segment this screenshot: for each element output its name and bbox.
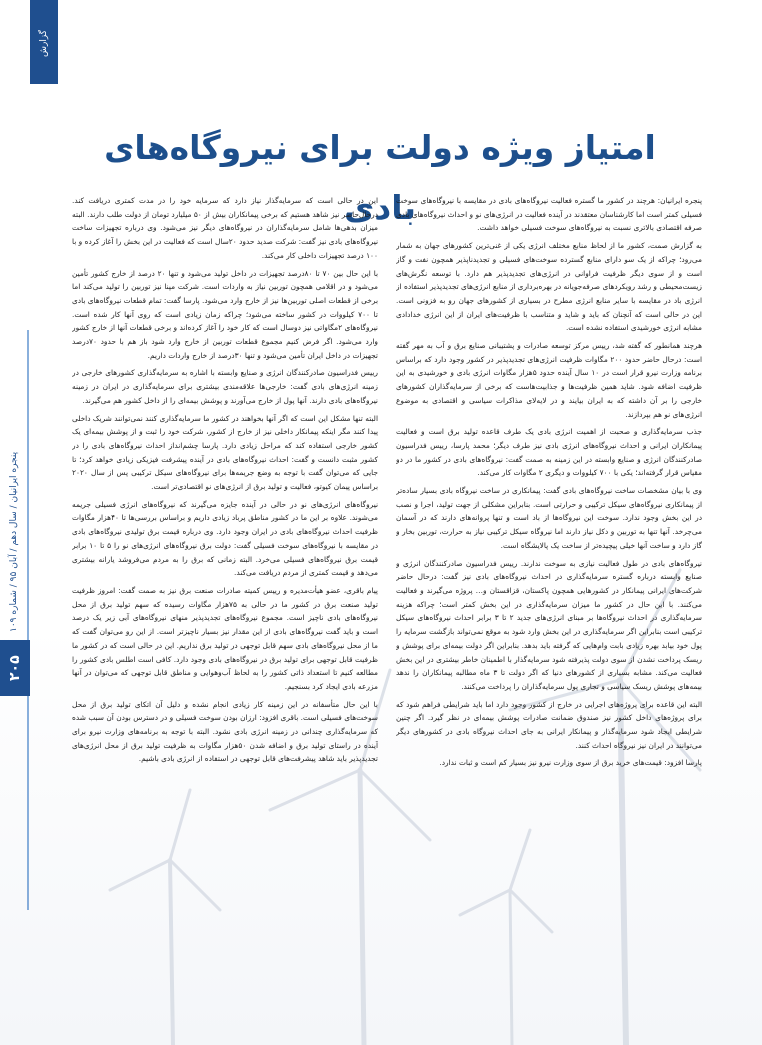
paragraph: وی با بیان مشخصات ساخت نیروگاه‌های بادی گفت: پیمانکاری در ساخت نیروگاه بادی بسیار ساده‌تر از پیمانکاری نیروگاه‌های سیکل ترکیبی و حرارتی است. بنابراین مشکلی از جهت تولید، اجرا و نصب در این بخش وجود ندارد. سوخت این نیروگاه‌ها از باد است و تنها پروانه‌های دارند که در آسمان می‌چرخد. آنها تنها به توربین و دکل نیاز دارند اما نیروگاه سیکل ترکیبی نیاز به حرارت، توربین بخار و گاز دارد و ساخت آنها خیلی پیچیده‌تر از ساخت یک پالایشگاه است.: [396, 486, 702, 550]
paragraph: پیام باقری، عضو هیأت‌مدیره و رییس کمیته صادرات صنعت برق نیز به صمت گفت: امروز ظرفیت تولید صنعت برق در کشور ما در حالی به ۷۵هزار مگاوات رسیده که سهم تولید برق از محل نیروگاه‌های بادی ناچیز است. مجموع نیروگاه‌های تجدیدپذیر منهای نیروگاه‌های آبی زیر یک درصد است و باید گفت نیروگاه‌های بادی از این مقدار نیز بسیار ناچیزتر است. از این رو می‌توان گفت که ما از محل نیروگاه‌های بادی سهم قابل توجهی در تولید برق نداریم. این در حالی است که در کشور ما ظرفیت قابل توجهی برای تولید برق در نیروگاه‌های بادی وجود دارد. کافی است اطلس بادی کشور را مطالعه کنیم تا استعداد ذاتی کشور را به لحاظ آب‌وهوایی و مناطق قابل توجهی که می‌توان در آنها مزرعه بادی ایجاد کرد بسنجیم.: [72, 585, 378, 691]
page-number: ۲۰۵: [0, 640, 30, 696]
margin-rule: [27, 330, 29, 910]
paragraph: هرچند همانطور که گفته شد، رییس مرکز توسعه صادرات و پشتیبانی صنایع برق و آب به مهر گفته است: درحال حاضر حدود ۲۰۰ مگاوات ظرفیت انرژی‌های تجدیدپذیر در کشور وجود دارد که براساس برنامه وزارت نیرو قرار است در ۱۰ سال آینده حدود ۵هزار مگاوات انرژی بادی و خورشیدی به این ظرفیت اضافه شود. شاید همین ظرفیت‌ها و جذابیت‌هاست که برخی از سرمایه‌گذاران کشورهای خارجی را بر آن داشته که به ایران بیایند و در لایه‌لای مذاکرات سیاسی و اقتصادی به موضوع انرژی‌های نو هم بپردازند.: [396, 341, 702, 419]
paragraph: پارسا افزود: قیمت‌های خرید برق از سوی وزارت نیرو نیز بسیار کم است و ثبات ندارد.: [439, 758, 702, 768]
paragraph: نیروگاه‌های انرژی‌های نو در حالی در آینده جایزه می‌گیرند که نیروگاه‌های انرژی فسیلی جریمه می‌شوند. علاوه بر این ما در کشور مناطق پرباد زیادی داریم و براساس بررسی‌ها تا ۴۰هزار مگاوات ظرفیت احداث نیروگاه‌های بادی در ایران وجود دارد. وی درباره قیمت برق تولیدی نیروگاه‌های بادی در مقایسه با نیروگاه‌های سوخت فسیلی گفت: دولت برق نیروگاه‌های انرژی‌های نو را ۵ تا ۱۰ برابر قیمت برق نیروگاه‌های فسیلی می‌خرد. البته زمانی که برق را به مردم می‌فروشد یارانه بیشتری می‌دهد و قیمت کمتری از مردم دریافت می‌کند.: [72, 499, 378, 578]
paragraph: رییس فدراسیون صادرکنندگان انرژی و صنایع وابسته با اشاره به سرمایه‌گذاری کشورهای خارجی در زمینه انرژی‌های بادی گفت: خارجی‌ها علاقه‌مندی بیشتری برای سرمایه‌گذاری در ایران در زمینه نیروگاه‌های بادی دارند. آنها پول از خارج می‌آورند و پوشش بیمه‌ای را از داخل کشور هم می‌گیرند.: [72, 368, 378, 405]
journal-info: پنجره ایرانیان / سال دهم / آبان ۹۵ / شماره ۱۰۹: [9, 451, 19, 632]
paragraph: با این حال متأسفانه در این زمینه کار زیادی انجام نشده و دلیل آن اتکای تولید برق از محل سوخت‌های فسیلی است. باقری افزود: ارزان بودن سوخت فسیلی و در دسترس بودن آن سبب شده که سرمایه‌گذاری چندانی در زمینه انرژی بادی نشود. البته با توجه به برنامه‌های وزارت نیرو برای آینده در راستای تولید برق و اضافه شدن ۵۰هزار مگاوات به ظرفیت تولید برق از محل انرژی‌های تجدیدپذیر باید شاهد پیشرفت‌های قابل توجهی در استفاده از انرژی بادی باشیم.: [72, 699, 378, 764]
paragraph: پنجره ایرانیان: هرچند در کشور ما گستره فعالیت نیروگاه‌های بادی در مقایسه با نیروگاه‌های سوخت فسیلی کمتر است اما کارشناسان معتقدند در آینده فعالیت در انرژی‌های نو و احداث نیروگاه‌های بادی صرفه اقتصادی بالاتری نسبت به نیروگاه‌های سوخت فسیلی خواهد داشت.: [396, 196, 702, 233]
section-label: گزارش: [39, 29, 49, 57]
section-tab: [30, 0, 58, 84]
article-title: امتیاز ویژه دولت برای نیروگاه‌های بادی: [104, 128, 656, 227]
paragraph: این در حالی است که سرمایه‌گذار نیاز دارد که سرمایه خود را در مدت کمتری دریافت کند. درحال‌حاضر نیز شاهد هستیم که برخی پیمانکاران بیش از ۵۰ میلیارد تومان از دولت طلب دارند. البته میزان بدهی‌ها شامل سرمایه‌گذاران در نیروگاه‌های دیگر نیز می‌شود. وی درباره تجهیزات ساخت نیروگاه‌های بادی نیز گفت: شرکت صدید حدود ۲۰سال است که فعالیت در این بخش را آغاز کرده و با ۱۰۰ درصد تجهیزات داخلی کار می‌کند.: [72, 196, 378, 260]
paragraph: جذب سرمایه‌گذاری و صحبت از اهمیت انرژی بادی یک طرف قاعده تولید برق است و فعالیت پیمانکاران ایرانی و احداث نیروگاه‌های انرژی بادی نیز طرف دیگر؛ محمد پارسا، رییس فدراسیون صادرکنندگان انرژی و صنایع وابسته در این زمینه به صمت گفت: نیروگاه‌های بادی در کشور ما در دو مقیاس قرار گرفته‌اند؛ یکی با ۷۰۰ کیلووات و دیگری ۲ مگاوات کار می‌کند.: [396, 427, 702, 478]
paragraph: نیروگاه‌های بادی در طول فعالیت نیازی به سوخت ندارند. رییس فدراسیون صادرکنندگان انرژی و صنایع وابسته درباره گستره سرمایه‌گذاری در احداث نیروگاه‌های بادی نیز گفت: درحال حاضر شرکت‌های ایرانی پیمانکار در کشورهایی همچون پاکستان، قزاقستان و… پروژه می‌گیرند و فعالیت می‌کنند. با این حال در کشور ما میزان سرمایه‌گذاری در این بخش کمتر است؛ چراکه هزینه سرمایه‌گذاری در احداث نیروگاه‌ها بر مبنای انرژی‌های جدید ۲ تا ۳ برابر احداث نیروگاه‌های سیکل ترکیبی است بنابراین اگر سرمایه‌گذاری در این بخش وارد شود به موقع نمی‌تواند بازگشت سرمایه را پول خود بیابد بهره زیادی بابت وام‌هایی که گرفته باید بدهد. بنابراین اگر دولت بیمه‌ای برای پوشش و ریسک پرداخت نشدن از سوی دولت پذیرفته شود سرمایه‌گذار با اطمینان خاطر بیشتری در این بخش فعالیت می‌کند. مشابه بسیاری از کشورهای دنیا که اگر دولت تا ۳ ماه مطالبه پیمانکاران را ندهد بیمه‌های پوشش ریسک سیاسی و تجاری پول سرمایه‌گذاران را پرداخت می‌کنند.: [396, 558, 702, 691]
paragraph: البته تنها مشکل این است که اگر آنها بخواهند در کشور ما سرمایه‌گذاری کنند نمی‌توانند شریک داخلی پیدا کنند مگر اینکه پیمانکار داخلی نیز از خارج از کشور، شرکت خود را ثبت و از پوشش بیمه‌ای یک کشور خارجی استفاده کند که مراحل زیادی دارد. پارسا چشم‌انداز احداث نیروگاه‌های بادی را در کشور مثبت دانست و گفت: احداث نیروگاه‌های بادی در آینده پیشرفت فیزیکی زیادی خواهد کرد؛ تا جایی که می‌توان گفت با توجه به وضع جریمه‌ها برای نیروگاه‌های سیکل ترکیبی پس از سال ۲۰۲۰ براساس پیمان کیوتو، فعالیت و تولید برق از انرژی‌های نو اقتصادی‌تر است.: [72, 413, 378, 492]
article-column-right: [396, 194, 702, 976]
article-column-left: [72, 194, 378, 976]
paragraph: البته این قاعده برای پروژه‌های اجرایی در خارج از کشور وجود دارد اما باید شرایطی فراهم شود که برای پروژه‌های داخل کشور نیز صندوق ضمانت صادرات پوشش بیمه‌ای در نظر گیرد. اگر چنین شرایطی ایجاد شود سرمایه‌گذار و پیمانکار ایرانی به جای احداث نیروگاه بادی در کشورهای دیگر می‌توانند در ایران نیز نیروگاه احداث کنند.: [396, 699, 702, 750]
paragraph: با این حال بین ۷۰ تا ۸۰درصد تجهیزات در داخل تولید می‌شود و تنها ۲۰ درصد از خارج کشور تأمین می‌شود و در اقلامی همچون توربین نیاز به واردات است. شرکت مپنا نیز توربین را تولید می‌کند اما برخی از قطعات اصلی توربین‌ها نیز از خارج وارد می‌شود. پارسا گفت: تمام قطعات نیروگاه‌های بادی تا ۷۰۰ کیلووات در کشور ساخته می‌شود؛ چراکه زمان زیادی است که روی آنها کار شده است. نیروگاه‌های ۲مگاواتی نیز دوسال است که کار خود را آغاز کرده‌اند و برخی قطعات آنها از خارج کشور وارد می‌شود. اگر فرض کنیم مجموع قطعات توربین از خارج وارد شود باز هم با حدود ۷۰درصد تجهیزات در داخل ایران تأمین می‌شود و تنها ۳۰درصد از خارج واردات داریم.: [72, 268, 378, 360]
paragraph: به گزارش صمت، کشور ما از لحاظ منابع مختلف انرژی یکی از غنی‌ترین کشورهای جهان به شمار می‌رود؛ چراکه از یک سو دارای منابع گسترده سوخت‌های فسیلی و تجدیدناپذیر همچون نفت و گاز است و از سوی دیگر ظرفیت فراوانی در انرژی‌های تجدیدپذیر هم دارد. با توسعه نگرش‌های زیست‌محیطی و رشد رویکردهای صرفه‌جویانه در بهره‌برداری از منابع انرژی‌های تجدیدپذیر استفاده از انرژی باد در مقایسه با سایر منابع انرژی مطرح در بسیاری از کشورهای جهان رو به فزونی است. این در حالی است که آنچنان که باید و شاید و متناسب با ظرفیت‌های ایران از این انرژی خدادادی مشابه انرژی خورشیدی استفاده نشده است.: [396, 241, 702, 333]
